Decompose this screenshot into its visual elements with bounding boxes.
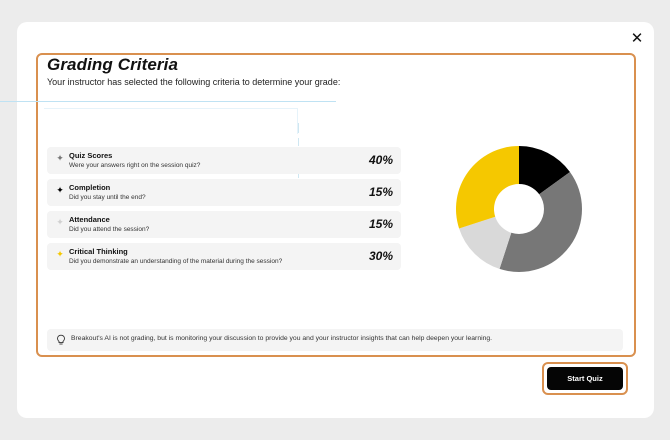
ghost-frame bbox=[44, 108, 298, 134]
lightbulb-icon bbox=[55, 334, 67, 346]
criteria-row-critical-thinking bbox=[47, 243, 401, 270]
sparkle-icon: ✦ bbox=[56, 186, 64, 196]
ghost-divider bbox=[0, 101, 336, 102]
page-subtitle: Your instructor has selected the following criteria to determine your grade: bbox=[47, 77, 341, 87]
criteria-description: Did you stay until the end? bbox=[69, 194, 146, 201]
grade-weight-donut-chart bbox=[455, 145, 583, 273]
criteria-percent: 40% bbox=[368, 153, 393, 167]
page-title: Grading Criteria bbox=[47, 55, 179, 74]
sparkle-icon: ✦ bbox=[56, 218, 64, 228]
criteria-row-completion bbox=[47, 179, 401, 206]
ghost-scrollbar bbox=[298, 138, 299, 146]
donut-slice-critical-thinking bbox=[456, 146, 519, 228]
criteria-name: Quiz Scores bbox=[69, 151, 113, 160]
criteria-percent: 15% bbox=[368, 217, 393, 231]
close-icon[interactable]: ✕ bbox=[630, 29, 644, 47]
criteria-percent: 30% bbox=[368, 249, 393, 263]
criteria-percent: 15% bbox=[368, 185, 393, 199]
criteria-description: Were your answers right on the session quiz? bbox=[69, 162, 201, 169]
start-quiz-focus-ring bbox=[542, 362, 628, 395]
sparkle-icon: ✦ bbox=[56, 154, 64, 164]
criteria-list bbox=[47, 147, 401, 275]
criteria-row-quiz-scores bbox=[47, 147, 401, 174]
criteria-name: Completion bbox=[69, 183, 111, 192]
ghost-scrollbar bbox=[298, 123, 299, 133]
ai-notice bbox=[47, 329, 623, 351]
criteria-name: Critical Thinking bbox=[69, 247, 128, 256]
criteria-name: Attendance bbox=[69, 215, 110, 224]
criteria-description: Did you demonstrate an understanding of the material during the session? bbox=[69, 258, 283, 265]
ai-notice-text: Breakout's AI is not grading, but is monitoring your discussion to provide you and your instructor insights that can help deepen your learning. bbox=[71, 335, 493, 342]
criteria-row-attendance bbox=[47, 211, 401, 238]
start-quiz-button[interactable]: Start Quiz bbox=[547, 367, 623, 390]
sparkle-icon: ✦ bbox=[56, 250, 64, 260]
criteria-description: Did you attend the session? bbox=[69, 226, 150, 233]
